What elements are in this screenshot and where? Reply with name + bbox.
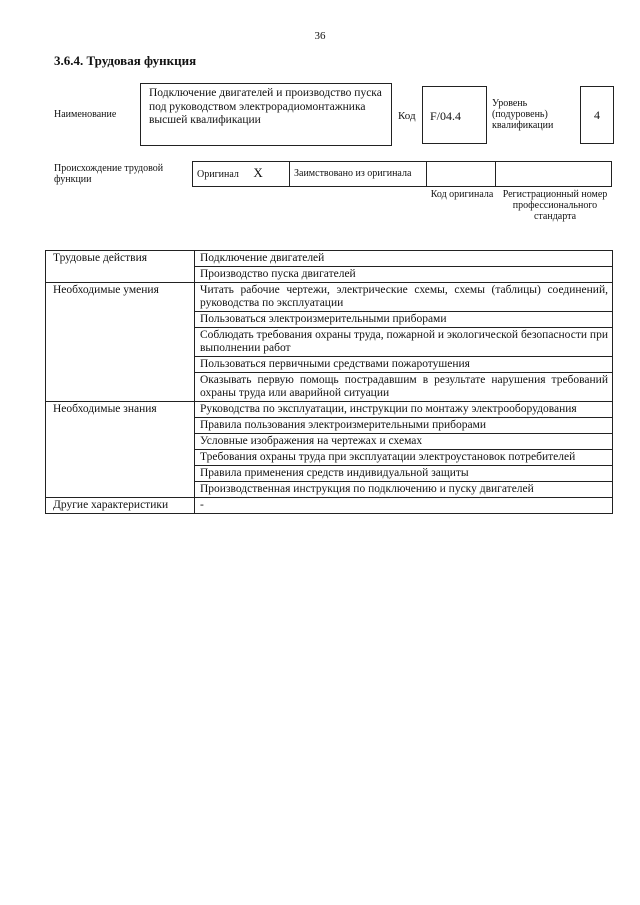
- code-value: F/04.4: [430, 109, 462, 123]
- table-cell: Условные изображения на чертежах и схемах: [195, 434, 613, 450]
- name-label: Наименование: [54, 109, 117, 120]
- table-row: [46, 402, 613, 418]
- borrowed-label: Заимствовано из оригинала: [294, 168, 412, 179]
- table-cell: Пользоваться электроизмерительными приборами: [195, 312, 613, 328]
- origin-label: Происхождение трудовой функции: [54, 163, 164, 185]
- table-cell: Пользоваться первичными средствами пожаротушения: [195, 357, 613, 373]
- required-knowledge-label: Необходимые знания: [46, 402, 195, 498]
- name-value: Подключение двигателей и производство пуска под руководством электрорадиомонтажника высшей квалификации: [149, 87, 382, 126]
- name-box: [140, 83, 392, 146]
- table-row: [46, 283, 613, 312]
- code-original-label: Код оригинала: [430, 189, 494, 200]
- code-original-cell: [427, 162, 496, 187]
- table-cell: Подключение двигателей: [195, 251, 613, 267]
- level-box: [580, 86, 614, 144]
- function-table: [45, 250, 613, 514]
- table-cell: -: [195, 498, 613, 514]
- original-label: Оригинал: [197, 169, 239, 180]
- code-box: [422, 86, 487, 144]
- original-cell: [193, 162, 290, 187]
- page-number: 36: [314, 30, 326, 42]
- table-cell: Руководства по эксплуатации, инструкции по монтажу электрооборудования: [195, 402, 613, 418]
- required-skills-label: Необходимые умения: [46, 283, 195, 402]
- code-label: Код: [398, 110, 416, 122]
- section-title: 3.6.4. Трудовая функция: [54, 53, 197, 68]
- borrowed-cell: [290, 162, 427, 187]
- table-row: [46, 251, 613, 267]
- table-cell: Производство пуска двигателей: [195, 267, 613, 283]
- other-characteristics-label: Другие характеристики: [46, 498, 195, 514]
- table-cell: Соблюдать требования охраны труда, пожарной и экологической безопасности при выполнении работ: [195, 328, 613, 357]
- table-row: [46, 498, 613, 514]
- table-cell: Оказывать первую помощь пострадавшим в результате нарушения требований охраны труда или аварийной ситуации: [195, 373, 613, 402]
- registration-number-cell: [496, 162, 612, 187]
- qualification-level-label: Уровень (подуровень) квалификации: [492, 98, 554, 131]
- table-cell: Читать рабочие чертежи, электрические схемы, схемы (таблицы) соединений, руководства по эксплуатации: [195, 283, 613, 312]
- origin-table: [192, 161, 612, 187]
- qualification-level-value: 4: [594, 108, 600, 122]
- registration-number-label: Регистрационный номер профессионального стандарта: [502, 189, 608, 222]
- table-cell: Производственная инструкция по подключению и пуску двигателей: [195, 482, 613, 498]
- table-cell: Правила пользования электроизмерительными приборами: [195, 418, 613, 434]
- original-mark: X: [253, 165, 263, 180]
- table-cell: Требования охраны труда при эксплуатации электроустановок потребителей: [195, 450, 613, 466]
- labor-actions-label: Трудовые действия: [46, 251, 195, 283]
- table-cell: Правила применения средств индивидуальной защиты: [195, 466, 613, 482]
